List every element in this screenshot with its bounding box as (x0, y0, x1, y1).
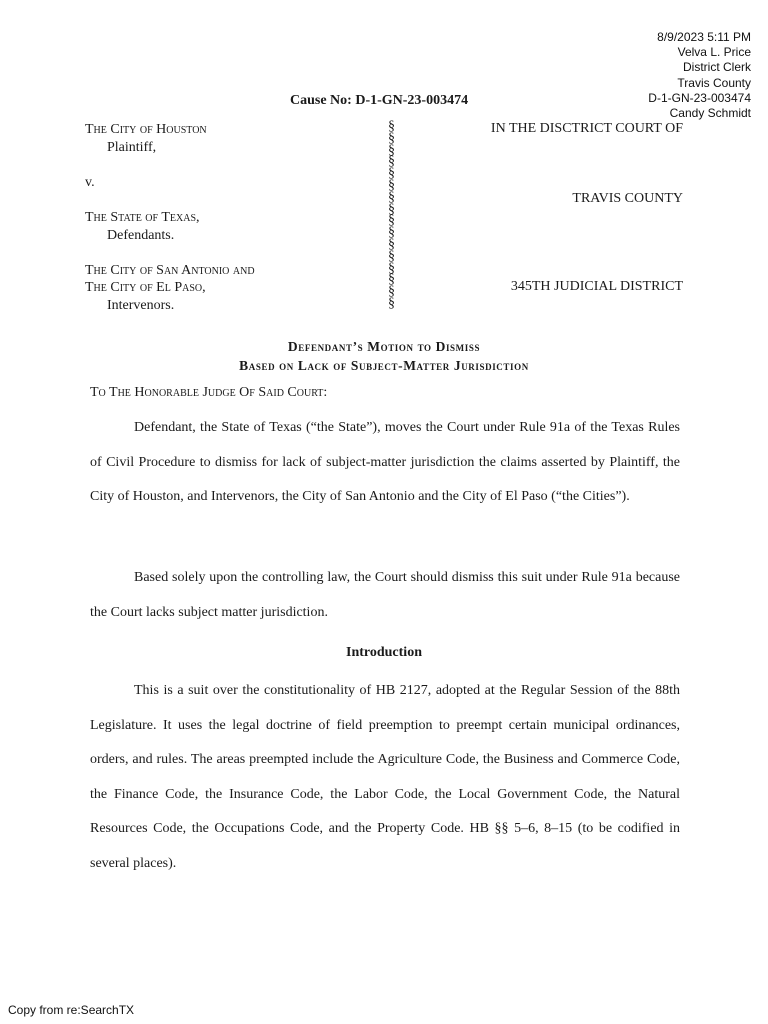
intervenor-block (85, 262, 255, 315)
court-district: 345TH JUDICIAL DISTRICT (510, 279, 683, 294)
section-symbol: § (388, 166, 395, 182)
versus: v. (85, 174, 95, 190)
section-symbol-column (388, 121, 395, 310)
paragraph-basis (90, 561, 680, 630)
section-symbol: § (388, 236, 395, 252)
stamp-case-number: D-1-GN-23-003474 (648, 90, 751, 105)
defendant-role: Defendants. (107, 227, 175, 243)
stamp-office: District Clerk (683, 60, 751, 75)
motion-title-line-1: Defendant’s Motion to Dismiss (287, 339, 481, 354)
section-symbol: § (388, 201, 395, 217)
court-county: TRAVIS COUNTY (572, 191, 683, 206)
plaintiff-role: Plaintiff, (107, 139, 157, 155)
section-symbol: § (388, 189, 395, 205)
stamp-datetime: 8/9/2023 5:11 PM (657, 30, 751, 44)
source-footer: Copy from re:SearchTX (8, 1003, 135, 1017)
paragraph-introduction (90, 674, 680, 881)
stamp-deputy: Candy Schmidt (669, 106, 751, 121)
defendant-name: The State of Texas, (85, 209, 200, 225)
stamp-clerk-name: Velva L. Price (677, 45, 751, 60)
stamp-county: Travis County (677, 75, 751, 90)
section-symbol: § (388, 295, 395, 311)
section-symbol: § (388, 260, 395, 276)
plaintiff-block (85, 121, 255, 156)
section-symbol: § (388, 284, 395, 300)
section-symbol: § (388, 272, 395, 288)
section-symbol: § (388, 154, 395, 170)
motion-title-line-2: Based on Lack of Subject-Matter Jurisdiction (239, 358, 529, 373)
clerk-filing-stamp (648, 30, 751, 121)
intervenor-line-1: The City of San Antonio and (85, 262, 255, 278)
section-symbol: § (388, 213, 395, 229)
section-heading-introduction: Introduction (346, 645, 422, 660)
section-symbol: § (388, 119, 395, 134)
paragraph-motion (90, 411, 680, 515)
section-symbol: § (388, 248, 395, 264)
intervenor-line-2: The City of El Paso, (85, 280, 206, 296)
salutation: To The Honorable Judge Of Said Court: (90, 385, 328, 400)
paragraph-introduction-text: This is a suit over the constitutionality of HB 2127, adopted at the Regular Session of the 88th Legislature. It uses the legal doctrine of field preemption to preempt certain municipal ordinances, orders, and rules. The areas preempted include the Agriculture Code, the Business and Commerce Code, the Finance Code, the Insurance Code, the Labor Code, the Local Government Code, the Natural Resources Code, the Occupations Code, and the Property Code. HB §§ 5–6, 8–15 (to be codified in several places). (90, 683, 680, 871)
section-symbol: § (388, 177, 395, 193)
motion-title (0, 337, 768, 375)
intervenor-role: Intervenors. (107, 297, 175, 313)
plaintiff-name: The City of Houston (85, 122, 207, 137)
section-symbol: § (388, 225, 395, 241)
cause-number: Cause No: D-1-GN-23-003474 (290, 93, 469, 108)
section-symbol: § (388, 142, 395, 158)
defendant-block (85, 209, 255, 244)
paragraph-motion-text: Defendant, the State of Texas (“the State”), moves the Court under Rule 91a of the Texas Rules of Civil Procedure to dismiss for lack of subject-matter jurisdiction the claims asserted by Plaintiff, the City of Houston, and Intervenors, the City of San Antonio and the City of El Paso (“the Cities”). (90, 420, 680, 504)
section-symbol: § (388, 130, 395, 146)
paragraph-basis-text: Based solely upon the controlling law, the Court should dismiss this suit under Rule 91a because the Court lacks subject matter jurisdiction. (90, 570, 680, 620)
court-name-line-1: IN THE DISCTRICT COURT OF (490, 121, 683, 136)
case-caption-parties (85, 121, 255, 315)
